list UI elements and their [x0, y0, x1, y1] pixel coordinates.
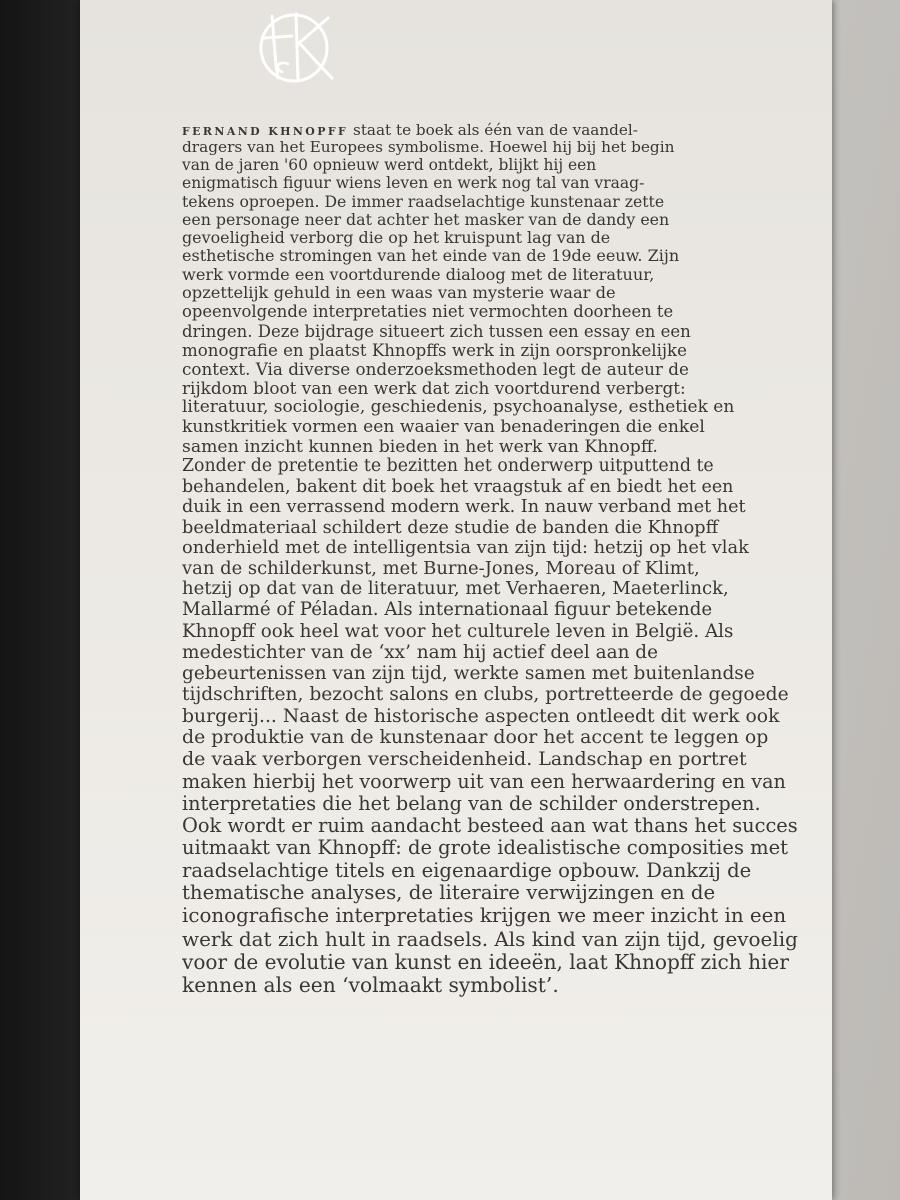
blurb-line: opeenvolgende interpretaties niet vermochten doorheen te: [182, 302, 674, 321]
blurb-line: de vaak verborgen verscheidenheid. Landschap en portret: [182, 749, 747, 771]
blurb-line: beeldmateriaal schildert deze studie de banden die Khnopff: [182, 517, 719, 538]
blurb-line: gevoeligheid verborg die op het kruispunt lag van de: [182, 228, 611, 247]
author-name: FERNAND KHNOPFF: [182, 125, 349, 138]
blurb-line: werk vormde een voortdurende dialoog met de literatuur,: [182, 265, 655, 284]
blurb-line: context. Via diverse onderzoeksmethoden legt de auteur de: [182, 359, 689, 379]
blurb-line: tijdschriften, bezocht salons en clubs, portretteerde de gegoede: [182, 684, 789, 706]
blurb-line: dringen. Deze bijdrage situeert zich tussen een essay en een: [182, 321, 691, 341]
blurb-line: kunstkritiek vormen een waaier van benaderingen die enkel: [182, 418, 705, 438]
blurb-line: voor de evolutie van kunst en ideeën, laat Khnopff zich hier: [182, 950, 789, 974]
blurb-line: Zonder de pretentie te bezitten het onderwerp uitputtend te: [182, 457, 714, 477]
blurb-line: monografie en plaatst Khnopffs werk in zijn oorspronkelijke: [182, 340, 687, 360]
blurb-line: van de schilderkunst, met Burne-Jones, Moreau of Klimt,: [182, 558, 700, 579]
blurb-line: esthetische stromingen van het einde van de 19de eeuw. Zijn: [182, 247, 680, 266]
blurb-line: van de jaren '60 opnieuw werd ontdekt, blijkt hij een: [182, 157, 597, 175]
blurb-line: maken hierbij het voorwerp uit van een herwaardering en van: [182, 770, 786, 793]
blurb-line: kennen als een ‘volmaakt symbolist’.: [182, 973, 559, 997]
fk-monogram-icon: [248, 4, 344, 96]
blurb-line: behandelen, bakent dit boek het vraagstuk af en biedt het een: [182, 477, 734, 498]
blurb-line: medestichter van de ‘xx’ nam hij actief deel aan de: [182, 641, 658, 663]
blurb-line: Khnopff ook heel wat voor het culturele leven in België. Als: [182, 620, 734, 642]
blurb-line: de produktie van de kunstenaar door het accent te leggen op: [182, 727, 769, 749]
blurb-line: FERNAND KHNOPFF staat te boek als één van de vaandel-: [182, 122, 638, 139]
blurb-line: raadselachtige titels en eigenaardige opbouw. Dankzij de: [182, 859, 752, 882]
book-back-cover: [80, 0, 832, 1200]
blurb-line: tekens oproepen. De immer raadselachtige kunstenaar zette: [182, 192, 665, 211]
blurb-line: opzettelijk gehuld in een waas van mysterie waar de: [182, 284, 616, 303]
blurb-line: duik in een verrassend modern werk. In nauw verband met het: [182, 497, 746, 518]
blurb-line: hetzij op dat van de literatuur, met Verhaeren, Maeterlinck,: [182, 579, 729, 600]
blurb-line: literatuur, sociologie, geschiedenis, psychoanalyse, esthetiek en: [182, 398, 735, 418]
blurb-line: iconografische interpretaties krijgen we meer inzicht in een: [182, 904, 787, 927]
blurb-line: gebeurtenissen van zijn tijd, werkte samen met buitenlandse: [182, 662, 755, 684]
blurb-line: enigmatisch figuur wiens leven en werk nog tal van vraag-: [182, 174, 645, 192]
blurb-line: werk dat zich hult in raadsels. Als kind van zijn tijd, gevoelig: [182, 927, 798, 951]
blurb-line: uitmaakt van Khnopff: de grote idealistische composities met: [182, 837, 788, 860]
blurb-line: een personage neer dat achter het masker van de dandy een: [182, 210, 670, 229]
blurb-line: Mallarmé of Péladan. Als internationaal figuur betekende: [182, 599, 713, 620]
blurb-line: thematische analyses, de literaire verwijzingen en de: [182, 882, 716, 905]
blurb-line: interpretaties die het belang van de schilder onderstrepen.: [182, 792, 761, 815]
blurb-line: rijkdom bloot van een werk dat zich voortdurend verbergt:: [182, 379, 686, 399]
blurb-line: burgerij... Naast de historische aspecten ontleedt dit werk ook: [182, 705, 780, 727]
blurb-line: Ook wordt er ruim aandacht besteed aan wat thans het succes: [182, 815, 798, 837]
blurb-text: [182, 122, 802, 997]
background-dark-surface: [0, 0, 92, 1200]
blurb-line: samen inzicht kunnen bieden in het werk van Khnopff.: [182, 437, 658, 457]
blurb-line: onderhield met de intelligentsia van zijn tijd: hetzij op het vlak: [182, 538, 749, 559]
blurb-line: dragers van het Europees symbolisme. Hoewel hij bij het begin: [182, 139, 675, 157]
